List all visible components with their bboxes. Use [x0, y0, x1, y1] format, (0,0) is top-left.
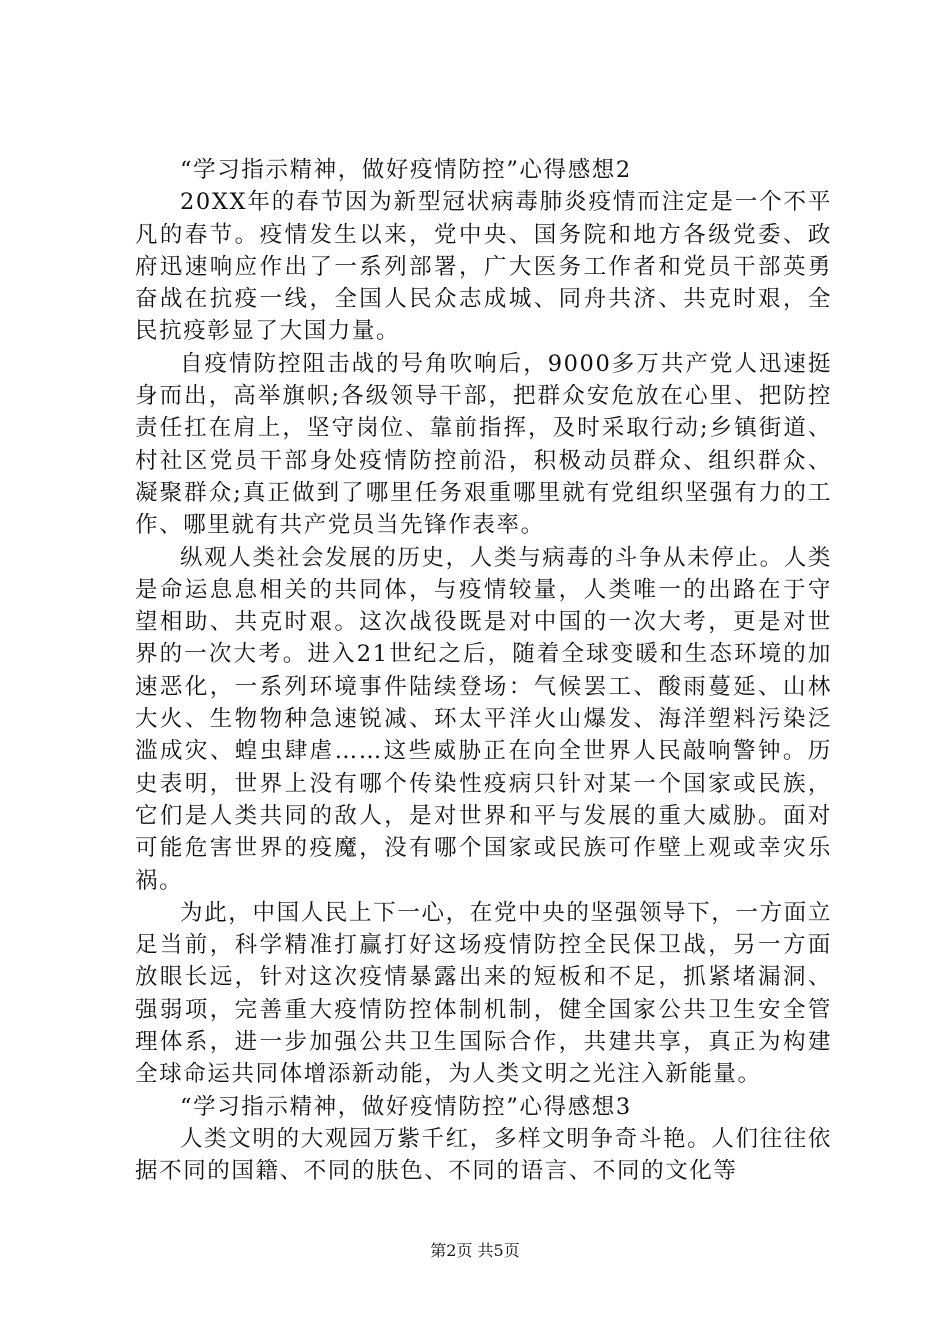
body-paragraph: 人类文明的大观园万紫千红，多样文明争奇斗艳。人们往往依据不同的国籍、不同的肤色、不同的语言、不同的文化等	[135, 1125, 832, 1185]
document-body	[135, 154, 832, 1188]
page-number-footer: 第2页 共5页	[430, 1241, 520, 1260]
body-paragraph: 20XX年的春节因为新型冠状病毒肺炎疫情而注定是一个不平凡的春节。疫情发生以来，党中央、国务院和地方各级党委、政府迅速响应作出了一系列部署，广大医务工作者和党员干部英勇奋战在抗疫一线，全国人民众志成城、同舟共济、共克时艰，全民抗疫彰显了大国力量。	[135, 189, 832, 345]
body-paragraph: 为此，中国人民上下一心，在党中央的坚强领导下，一方面立足当前，科学精准打赢打好这场疫情防控全民保卫战，另一方面放眼长远，针对这次疫情暴露出来的短板和不足，抓紧堵漏洞、强弱项，完善重大疫情防控体制机制，健全国家公共卫生安全管理体系，进一步加强公共卫生国际合作，共建共享，真正为构建全球命运共同体增添新动能，为人类文明之光注入新能量。	[135, 899, 832, 1088]
section-heading: “学习指示精神，做好疫情防控”心得感想3	[180, 1093, 632, 1120]
section-heading: “学习指示精神，做好疫情防控”心得感想2	[180, 157, 632, 183]
body-paragraph: 自疫情防控阻击战的号角吹响后，9000多万共产党人迅速挺身而出，高举旗帜;各级领导干部，把群众安危放在心里、把防控责任扛在肩上，坚守岗位、靠前指挥，及时采取行动;乡镇街道、村社区党员干部身处疫情防控前沿，积极动员群众、组织群众、凝聚群众;真正做到了哪里任务艰重哪里就有党组织坚强有力的工作、哪里就有共产党员当先锋作表率。	[135, 350, 832, 539]
body-paragraph: 纵观人类社会发展的历史，人类与病毒的斗争从未停止。人类是命运息息相关的共同体，与疫情较量，人类唯一的出路在于守望相助、共克时艰。这次战役既是对中国的一次大考，更是对世界的一次大考。进入21世纪之后，随着全球变暖和生态环境的加速恶化，一系列环境事件陆续登场：气候罢工、酸雨蔓延、山林大火、生物物种急速锐减、环太平洋火山爆发、海洋塑料污染泛滥成灾、蝗虫肆虐……这些威胁正在向全世界人民敲响警钟。历史表明，世界上没有哪个传染性疫病只针对某一个国家或民族，它们是人类共同的敌人，是对世界和平与发展的重大威胁。面对可能危害世界的疫魔，没有哪个国家或民族可作壁上观或幸灾乐祸。	[135, 544, 832, 894]
